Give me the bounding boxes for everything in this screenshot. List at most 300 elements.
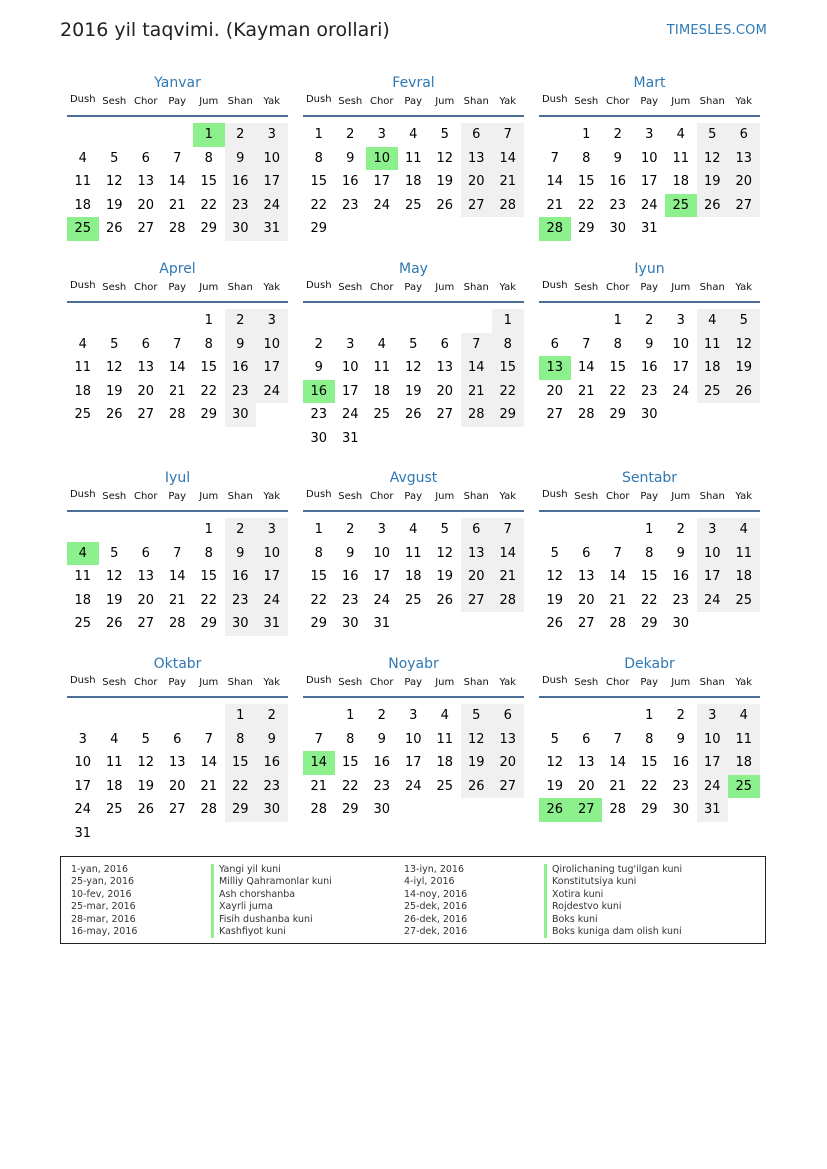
day-cell: 2: [314, 336, 323, 352]
day-cell: 2: [645, 313, 654, 328]
day-cell: 5: [440, 127, 449, 142]
day-cell: 17: [341, 383, 359, 399]
weekday-label: Chor: [369, 282, 394, 293]
day-cell: 29: [577, 221, 595, 236]
day-cell: 17: [672, 360, 690, 375]
day-cell: 20: [436, 383, 454, 399]
day-cell: 8: [645, 731, 654, 747]
month-days: [67, 303, 288, 445]
holiday-cell: 13: [539, 356, 571, 380]
day-cell: 20: [137, 383, 155, 399]
weekday-label: Jum: [671, 677, 691, 688]
day-cell: 10: [373, 545, 391, 561]
day-cell: 18: [697, 356, 729, 380]
day-cell: 8: [492, 333, 524, 357]
day-cell: 8: [613, 336, 622, 352]
day-cell: 21: [577, 383, 595, 399]
day-cell: 24: [373, 592, 391, 608]
day-cell: 10: [697, 542, 729, 566]
day-cell: 1: [582, 127, 591, 142]
weekday-label: Dush: [541, 280, 568, 291]
day-cell: 7: [461, 333, 493, 357]
weekday-label: Pay: [404, 96, 423, 107]
day-cell: 1: [225, 704, 257, 728]
weekday-label: Pay: [404, 677, 423, 688]
day-cell: 4: [728, 518, 760, 542]
legend-holiday-name: Konstitutsiya kuni: [544, 876, 682, 888]
day-cell: 7: [204, 731, 213, 747]
day-cell: 24: [672, 383, 690, 399]
weekday-label: Pay: [640, 96, 659, 107]
day-cell: 28: [492, 194, 524, 218]
day-cell: 16: [225, 565, 257, 589]
day-cell: 17: [74, 778, 92, 794]
weekday-label: Chor: [605, 677, 630, 688]
weekday-label: Jum: [199, 491, 219, 502]
day-cell: 16: [640, 360, 658, 375]
day-cell: 26: [105, 616, 123, 631]
day-cell: 2: [225, 309, 257, 333]
day-cell: 11: [672, 150, 690, 166]
day-cell: 26: [105, 221, 123, 236]
day-cell: 23: [609, 197, 627, 213]
day-cell: 9: [225, 147, 257, 171]
day-cell: 5: [550, 545, 559, 561]
day-cell: 13: [137, 174, 155, 189]
day-cell: 9: [256, 728, 288, 752]
weekday-label: Jum: [435, 677, 455, 688]
day-cell: 25: [404, 592, 422, 608]
day-cell: 9: [225, 542, 257, 566]
day-cell: 13: [577, 569, 595, 584]
day-cell: 13: [728, 147, 760, 171]
day-cell: 19: [461, 751, 493, 775]
weekday-label: Yak: [499, 677, 517, 688]
day-cell: 30: [341, 616, 359, 631]
day-cell: 15: [225, 751, 257, 775]
day-cell: 2: [613, 127, 622, 142]
day-cell: 21: [310, 778, 328, 794]
day-cell: 17: [256, 170, 288, 194]
day-cell: 20: [492, 751, 524, 775]
weekday-label: Chor: [605, 96, 630, 107]
weekday-label: Chor: [133, 677, 158, 688]
weekday-label: Dush: [305, 94, 332, 105]
day-cell: 17: [640, 174, 658, 189]
day-cell: 6: [582, 545, 591, 561]
weekday-label: Sesh: [338, 282, 363, 293]
page-title: 2016 yil taqvimi. (Kayman orollari): [60, 19, 390, 41]
day-cell: 30: [640, 407, 658, 422]
day-cell: 15: [492, 356, 524, 380]
month-may: [303, 259, 524, 445]
month-oktabr: [67, 654, 288, 840]
month-aprel: [67, 259, 288, 445]
day-cell: 4: [377, 336, 386, 352]
day-cell: 28: [609, 802, 627, 817]
day-cell: 22: [200, 592, 218, 608]
day-cell: 17: [697, 751, 729, 775]
day-cell: 11: [404, 150, 422, 166]
day-cell: 12: [546, 569, 564, 584]
day-cell: 5: [110, 545, 119, 561]
day-cell: 14: [168, 569, 186, 584]
weekday-label: Shan: [463, 96, 489, 107]
day-cell: 25: [74, 616, 92, 631]
weekday-label: Chor: [369, 96, 394, 107]
day-cell: 11: [404, 545, 422, 561]
day-cell: 30: [672, 616, 690, 631]
day-cell: 22: [200, 383, 218, 399]
day-cell: 19: [436, 569, 454, 584]
day-cell: 10: [256, 333, 288, 357]
day-cell: 30: [609, 221, 627, 236]
day-cell: 19: [697, 170, 729, 194]
day-cell: 14: [546, 174, 564, 189]
holiday-cell: 16: [303, 380, 335, 404]
weekday-label: Shan: [699, 282, 725, 293]
weekday-label: Pay: [168, 491, 187, 502]
weekday-label: Chor: [369, 677, 394, 688]
day-cell: 6: [173, 731, 182, 747]
day-cell: 17: [256, 356, 288, 380]
day-cell: 29: [640, 802, 658, 817]
day-cell: 19: [728, 356, 760, 380]
legend-holiday-name: Qirolichaning tug'ilgan kuni: [544, 864, 682, 876]
month-sentabr: [539, 468, 760, 654]
holiday-cell: 4: [67, 542, 99, 566]
day-cell: 7: [492, 518, 524, 542]
day-cell: 22: [341, 778, 359, 794]
month-mart: [539, 73, 760, 259]
holiday-cell: 1: [193, 123, 225, 147]
day-cell: 18: [74, 383, 92, 399]
day-cell: 30: [373, 802, 391, 817]
day-cell: 10: [256, 542, 288, 566]
day-cell: 19: [436, 174, 454, 189]
weekday-label: Jum: [671, 491, 691, 502]
holiday-cell: 10: [366, 147, 398, 171]
day-cell: 15: [341, 755, 359, 770]
day-cell: 14: [461, 356, 493, 380]
day-cell: 28: [310, 802, 328, 817]
day-cell: 31: [373, 616, 391, 631]
day-cell: 13: [461, 147, 493, 171]
month-days: [67, 698, 288, 840]
weekday-header: [303, 279, 524, 303]
day-cell: 23: [341, 592, 359, 608]
weekday-label: Sesh: [338, 677, 363, 688]
day-cell: 28: [577, 407, 595, 422]
day-cell: 4: [697, 309, 729, 333]
day-cell: 10: [404, 731, 422, 747]
day-cell: 15: [640, 755, 658, 770]
day-cell: 28: [609, 616, 627, 631]
weekday-label: Sesh: [574, 96, 599, 107]
day-cell: 17: [373, 174, 391, 189]
legend-holiday-name: Milliy Qahramonlar kuni: [211, 876, 332, 888]
day-cell: 2: [256, 704, 288, 728]
day-cell: 7: [492, 123, 524, 147]
day-cell: 27: [728, 194, 760, 218]
day-cell: 28: [168, 407, 186, 422]
holiday-legend: [60, 856, 766, 944]
day-cell: 24: [74, 802, 92, 817]
day-cell: 12: [404, 360, 422, 375]
month-noyabr: [303, 654, 524, 840]
day-cell: 20: [546, 383, 564, 399]
day-cell: 22: [577, 197, 595, 213]
weekday-label: Pay: [168, 96, 187, 107]
weekday-label: Chor: [605, 282, 630, 293]
day-cell: 16: [225, 170, 257, 194]
day-cell: 6: [461, 123, 493, 147]
day-cell: 12: [436, 545, 454, 561]
day-cell: 15: [200, 174, 218, 189]
day-cell: 27: [461, 194, 493, 218]
month-fevral: [303, 73, 524, 259]
day-cell: 15: [577, 174, 595, 189]
day-cell: 3: [78, 731, 87, 747]
day-cell: 10: [74, 755, 92, 770]
day-cell: 4: [78, 150, 87, 166]
legend-date: 25-mar, 2016: [71, 901, 136, 913]
day-cell: 6: [141, 336, 150, 352]
day-cell: 17: [256, 565, 288, 589]
holiday-cell: 28: [539, 217, 571, 241]
day-cell: 27: [492, 775, 524, 799]
day-cell: 5: [110, 150, 119, 166]
day-cell: 12: [697, 147, 729, 171]
day-cell: 3: [409, 708, 418, 723]
day-cell: 11: [728, 542, 760, 566]
weekday-header: [67, 488, 288, 512]
weekday-label: Pay: [404, 491, 423, 502]
legend-holiday-name: Rojdestvo kuni: [544, 901, 682, 913]
day-cell: 7: [582, 336, 591, 352]
day-cell: 12: [728, 333, 760, 357]
day-cell: 5: [110, 336, 119, 352]
weekday-label: Yak: [735, 677, 753, 688]
day-cell: 29: [609, 407, 627, 422]
day-cell: 24: [341, 407, 359, 422]
month-days: [303, 303, 524, 445]
day-cell: 28: [492, 589, 524, 613]
legend-holiday-name: Boks kuni: [544, 914, 682, 926]
day-cell: 27: [168, 802, 186, 817]
day-cell: 31: [256, 217, 288, 241]
day-cell: 19: [137, 778, 155, 794]
month-days: [67, 117, 288, 259]
day-cell: 23: [225, 194, 257, 218]
day-cell: 16: [341, 569, 359, 584]
day-cell: 25: [105, 802, 123, 817]
day-cell: 29: [310, 221, 328, 236]
holiday-cell: 25: [67, 217, 99, 241]
legend-dates-right: [404, 864, 467, 938]
month-days: [67, 512, 288, 654]
day-cell: 11: [74, 174, 92, 189]
day-cell: 11: [105, 755, 123, 770]
day-cell: 10: [341, 360, 359, 375]
day-cell: 30: [672, 802, 690, 817]
day-cell: 19: [105, 197, 123, 213]
day-cell: 15: [200, 360, 218, 375]
month-name: Iyul: [164, 470, 191, 486]
legend-date: 1-yan, 2016: [71, 864, 128, 875]
day-cell: 22: [609, 383, 627, 399]
weekday-label: Yak: [735, 282, 753, 293]
day-cell: 23: [640, 383, 658, 399]
weekday-label: Yak: [735, 96, 753, 107]
weekday-header: [67, 674, 288, 698]
weekday-label: Yak: [263, 282, 281, 293]
day-cell: 27: [436, 407, 454, 422]
weekday-label: Yak: [499, 491, 517, 502]
day-cell: 2: [225, 123, 257, 147]
weekday-label: Jum: [199, 96, 219, 107]
day-cell: 13: [436, 360, 454, 375]
day-cell: 14: [492, 542, 524, 566]
day-cell: 22: [310, 592, 328, 608]
day-cell: 3: [346, 336, 355, 352]
day-cell: 7: [613, 731, 622, 747]
weekday-header: [67, 93, 288, 117]
holiday-cell: 25: [665, 194, 697, 218]
weekday-label: Shan: [227, 96, 253, 107]
day-cell: 11: [697, 333, 729, 357]
day-cell: 10: [256, 147, 288, 171]
day-cell: 27: [461, 589, 493, 613]
day-cell: 2: [676, 522, 685, 537]
day-cell: 6: [582, 731, 591, 747]
day-cell: 4: [440, 708, 449, 723]
day-cell: 14: [492, 147, 524, 171]
weekday-label: Chor: [605, 491, 630, 502]
day-cell: 24: [697, 775, 729, 799]
legend-date: 14-noy, 2016: [404, 888, 468, 900]
day-cell: 20: [728, 170, 760, 194]
legend-dates-left: [71, 864, 137, 938]
legend-holiday-name: Boks kuniga dam olish kuni: [544, 926, 682, 938]
site-link[interactable]: TIMESLES.COM: [666, 23, 767, 38]
day-cell: 7: [173, 336, 182, 352]
day-cell: 19: [404, 383, 422, 399]
day-cell: 1: [492, 309, 524, 333]
weekday-label: Dush: [305, 280, 332, 291]
day-cell: 20: [168, 778, 186, 794]
day-cell: 7: [613, 545, 622, 561]
legend-names-left: [211, 864, 332, 938]
weekday-label: Jum: [671, 282, 691, 293]
day-cell: 16: [225, 356, 257, 380]
day-cell: 6: [550, 336, 559, 352]
day-cell: 8: [204, 150, 213, 166]
month-days: [303, 698, 524, 840]
day-cell: 21: [461, 380, 493, 404]
weekday-header: [539, 279, 760, 303]
day-cell: 3: [697, 518, 729, 542]
day-cell: 2: [377, 708, 386, 723]
day-cell: 26: [461, 775, 493, 799]
day-cell: 4: [78, 336, 87, 352]
month-name: Yanvar: [154, 75, 201, 91]
day-cell: 9: [676, 731, 685, 747]
day-cell: 30: [225, 217, 257, 241]
weekday-label: Jum: [435, 491, 455, 502]
weekday-label: Dush: [69, 280, 96, 291]
day-cell: 13: [137, 360, 155, 375]
day-cell: 20: [461, 565, 493, 589]
day-cell: 4: [728, 704, 760, 728]
day-cell: 8: [314, 545, 323, 561]
day-cell: 29: [200, 221, 218, 236]
day-cell: 11: [728, 728, 760, 752]
day-cell: 26: [697, 194, 729, 218]
day-cell: 26: [105, 407, 123, 422]
day-cell: 21: [168, 197, 186, 213]
day-cell: 1: [204, 313, 213, 328]
weekday-label: Dush: [541, 675, 568, 686]
day-cell: 25: [728, 589, 760, 613]
day-cell: 23: [225, 380, 257, 404]
month-name: Mart: [633, 75, 666, 91]
day-cell: 22: [640, 592, 658, 608]
day-cell: 29: [492, 403, 524, 427]
day-cell: 10: [640, 150, 658, 166]
day-cell: 14: [609, 569, 627, 584]
day-cell: 23: [341, 197, 359, 213]
day-cell: 7: [173, 150, 182, 166]
weekday-label: Dush: [541, 94, 568, 105]
day-cell: 1: [645, 522, 654, 537]
weekday-label: Dush: [305, 675, 332, 686]
month-days: [539, 512, 760, 654]
weekday-label: Pay: [404, 282, 423, 293]
legend-date: 25-dek, 2016: [404, 901, 468, 913]
weekday-label: Sesh: [574, 677, 599, 688]
day-cell: 24: [256, 194, 288, 218]
day-cell: 25: [74, 407, 92, 422]
day-cell: 12: [436, 150, 454, 166]
month-iyul: [67, 468, 288, 654]
month-name: Iyun: [634, 261, 665, 277]
day-cell: 24: [404, 778, 422, 794]
day-cell: 14: [168, 174, 186, 189]
day-cell: 21: [609, 592, 627, 608]
day-cell: 2: [676, 708, 685, 723]
legend-date: 4-iyl, 2016: [404, 876, 455, 888]
day-cell: 9: [377, 731, 386, 747]
holiday-cell: 27: [571, 798, 603, 822]
day-cell: 21: [168, 383, 186, 399]
weekday-label: Yak: [263, 96, 281, 107]
legend-holiday-name: Xotira kuni: [544, 889, 682, 901]
day-cell: 17: [404, 755, 422, 770]
day-cell: 24: [697, 589, 729, 613]
day-cell: 25: [697, 380, 729, 404]
day-cell: 5: [697, 123, 729, 147]
day-cell: 9: [613, 150, 622, 166]
weekday-header: [539, 674, 760, 698]
day-cell: 28: [200, 802, 218, 817]
day-cell: 18: [74, 592, 92, 608]
day-cell: 30: [225, 612, 257, 636]
day-cell: 22: [225, 775, 257, 799]
day-cell: 1: [314, 127, 323, 142]
day-cell: 12: [546, 755, 564, 770]
day-cell: 15: [640, 569, 658, 584]
